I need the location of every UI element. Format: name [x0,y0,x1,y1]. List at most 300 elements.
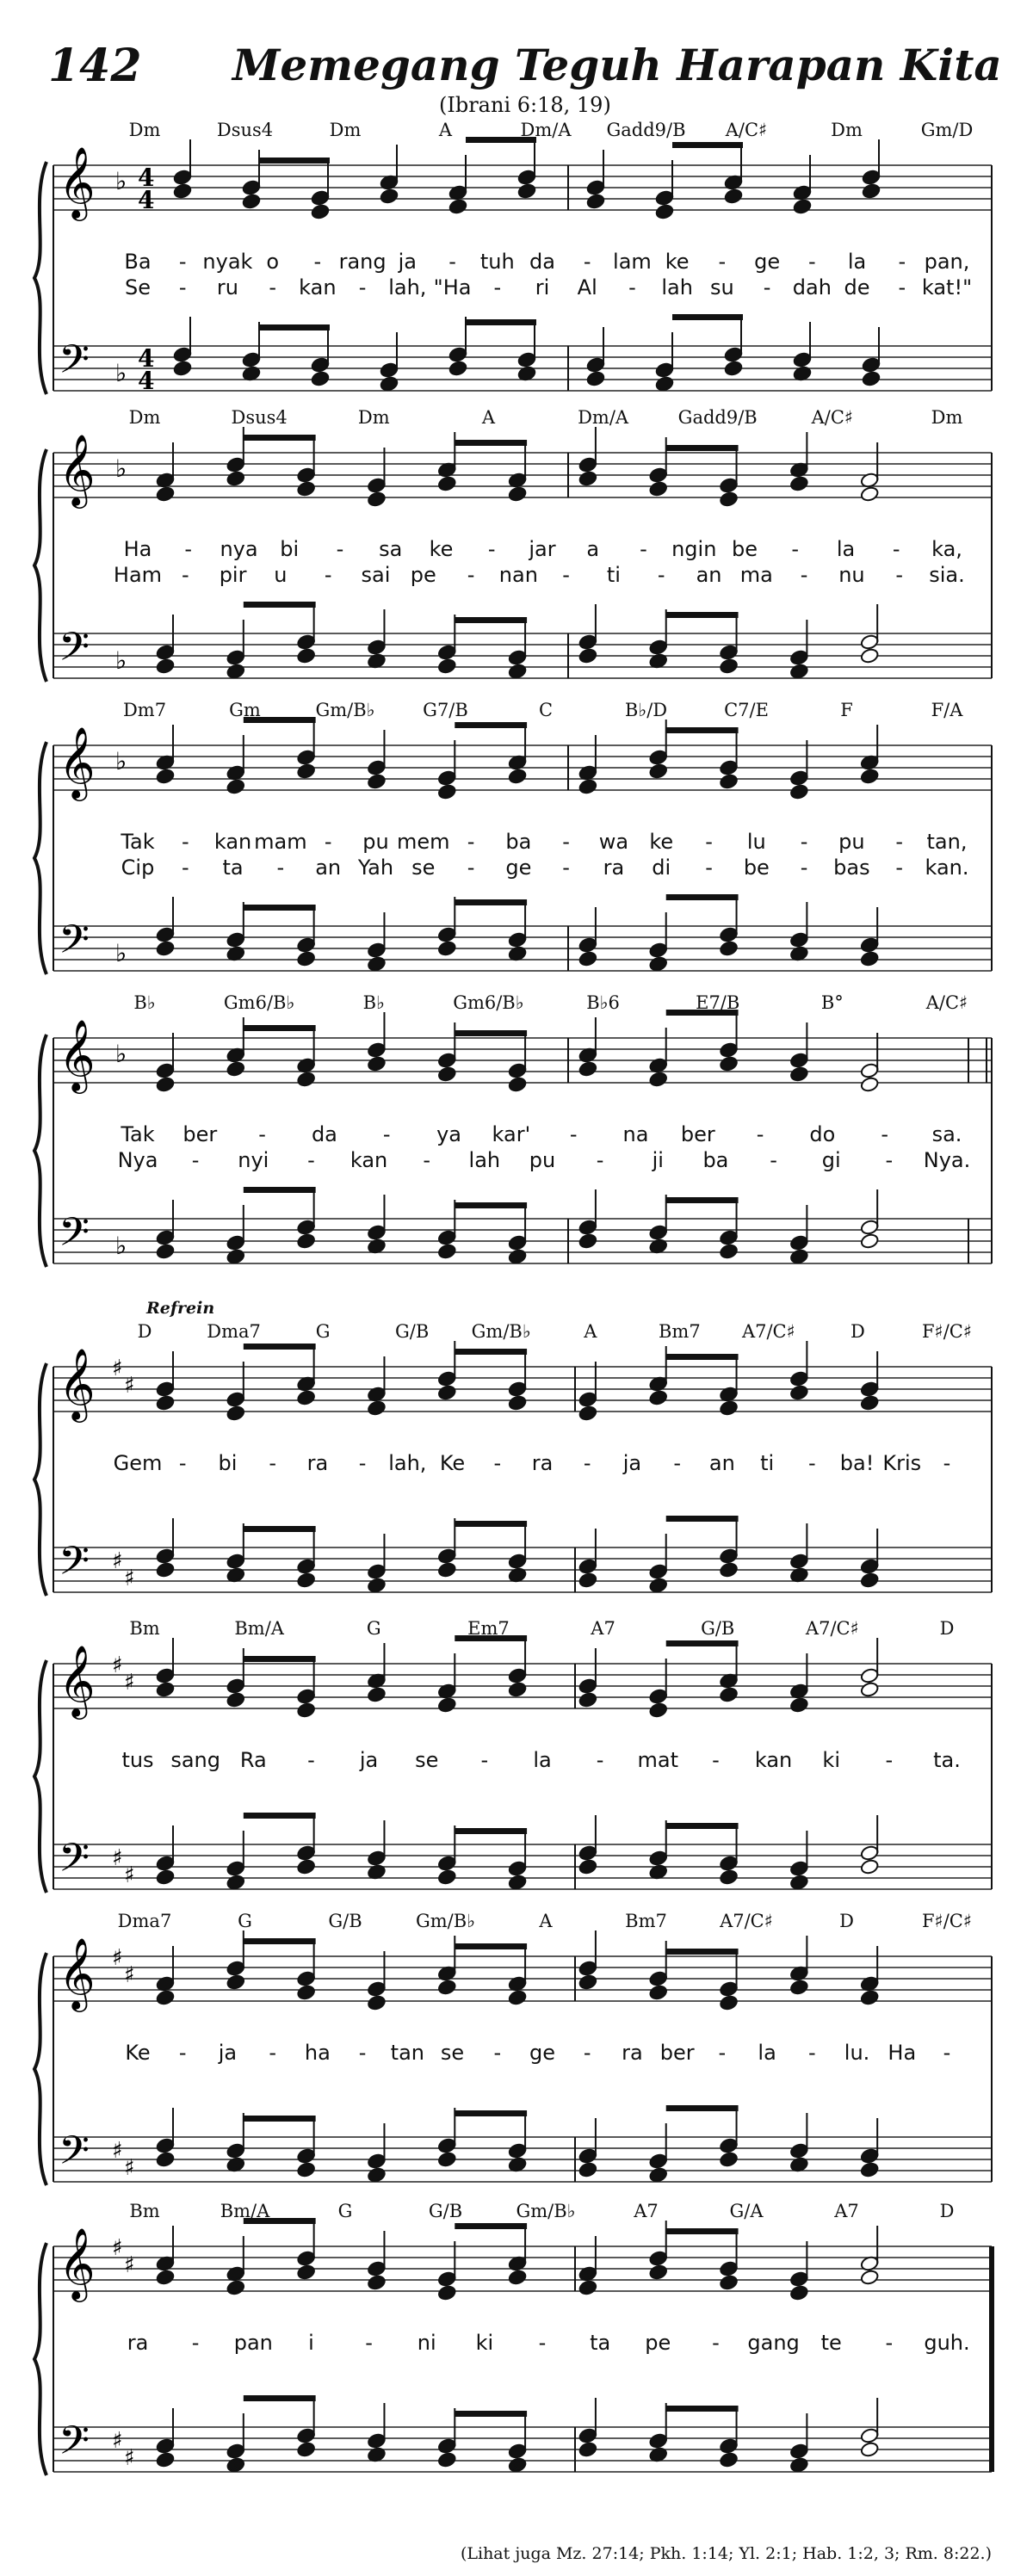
chord-symbol: G [315,1321,331,1342]
note-head [156,1062,176,1078]
chord-symbol: Gm [229,700,261,720]
note-head [311,189,331,206]
lyric-syllable: se [411,856,436,880]
lyric-syllable: - [448,250,456,274]
lyric-syllable: pir [219,563,247,587]
sharp-key-icon: ♯ [112,1945,123,1971]
treble-clef-icon: 𝄞 [59,1018,96,1090]
lyric-syllable: mat [637,1748,679,1772]
note-head [156,2437,176,2454]
note-head [367,773,387,789]
note-head [367,1686,387,1702]
system-7 [34,1911,992,2185]
note-head [724,188,744,204]
chord-symbol: Dma7 [117,1911,172,1931]
note-head [860,1989,880,2005]
lyric-syllable: - [895,830,904,854]
note-head [789,1234,809,1251]
system-1 [34,120,992,395]
note-head [648,1688,668,1704]
note-head [226,2443,246,2459]
note-head [719,759,739,775]
note-head [242,351,262,368]
bass-clef-icon: 𝄢 [59,1835,90,1891]
lyric-syllable: se [440,2041,465,2065]
treble-clef-icon: 𝄞 [59,2227,96,2299]
treble-clef-icon: 𝄞 [59,145,96,218]
note-head [719,658,739,674]
chord-symbol: E7/B [696,992,740,1013]
note-head [226,1974,246,1990]
lyric-syllable: bi [280,537,300,561]
note-head [367,2153,387,2169]
lyric-syllable: ba [702,1148,729,1172]
note-head [578,1858,598,1875]
beam [455,1521,527,1527]
lyric-syllable: - [596,1748,604,1772]
note-head [226,1391,246,1407]
note-head [296,2250,316,2266]
beam [244,1813,316,1819]
beam [455,899,527,905]
note-head [648,749,668,765]
note-head [648,1850,668,1866]
bass-clef-icon: 𝄢 [59,1538,90,1594]
note-head [156,485,176,502]
lyric-syllable: - [807,250,816,274]
note-head [719,1243,739,1259]
note-head [437,2137,457,2153]
note-head [789,2284,809,2301]
note-head [226,1677,246,1694]
note-head [719,1869,739,1885]
lyric-syllable: pu [529,1148,556,1172]
note-head [367,477,387,493]
sharp-key-icon: ♯ [124,1670,135,1696]
note-head [860,647,880,664]
beam [259,158,330,164]
chord-symbol: D [839,1911,854,1931]
lyric-syllable: do [809,1122,836,1146]
note-head [578,647,598,664]
lyric-syllable: - [467,563,475,587]
chord-symbol: A7/C♯ [741,1321,795,1342]
note-head [173,346,193,362]
note-head [156,2137,176,2153]
lyric-syllable: ke [665,250,690,274]
note-head [719,2260,739,2276]
lyric-syllable: - [467,856,475,880]
lyric-syllable: - [178,1451,187,1475]
note-head [296,633,316,650]
lyric-syllable: ge [754,250,781,274]
time-signature: 4 [138,367,155,395]
note-head [156,1547,176,1564]
note-head [226,1234,246,1251]
note-head [789,1370,809,1387]
note-head [437,1696,457,1713]
note-head [648,2166,668,2183]
lyric-syllable: an [315,856,342,880]
lyric-syllable: pan [233,2331,273,2355]
note-head [860,1558,880,1574]
note-head [648,1071,668,1087]
lyric-syllable: - [718,2041,727,2065]
lyric-syllable: sa [379,537,403,561]
brace [34,2243,46,2475]
lyric-syllable: kat!" [921,275,973,300]
note-head [448,360,468,376]
lyric-syllable: - [640,537,647,561]
lyric-syllable: da [529,250,555,274]
note-head [719,940,739,956]
note-head [860,1572,880,1588]
note-head [789,1860,809,1876]
note-head [648,1970,668,1986]
beam [455,1828,527,1834]
lyric-syllable: ki [822,1748,841,1772]
lyric-syllable: ngin [671,537,717,561]
lyric-syllable: - [178,2041,187,2065]
note-head [296,2427,316,2443]
sharp-key-icon: ♯ [124,2252,135,2278]
note-head [648,1984,668,2000]
note-head [173,360,193,376]
note-head [578,470,598,486]
note-head [296,1984,316,2000]
chord-symbol: A/C♯ [925,992,968,1013]
note-head [578,950,598,967]
note-head [724,346,744,362]
note-head [367,491,387,507]
note-head [719,1855,739,1871]
note-head [448,198,468,214]
lyric-syllable: Tak [121,1122,155,1146]
note-head [437,1547,457,1564]
scripture-reference: (Ibrani 6:18, 19) [439,93,611,117]
system-5 [34,1299,992,1596]
lyric-syllable: ta [222,856,244,880]
lyric-syllable: kan [754,1748,793,1772]
note-head [648,955,668,972]
flat-key-icon: ♭ [115,939,127,967]
note-head [578,1219,598,1235]
bass-clef-icon: 𝄢 [59,2418,90,2474]
note-head [156,2269,176,2285]
note-head [508,1989,528,2005]
beam [244,1344,316,1350]
beam [666,894,739,900]
note-head [648,1702,668,1718]
note-head [367,1980,387,1997]
beam [455,440,527,446]
note-head [437,1869,457,1885]
sharp-key-icon: ♯ [112,1845,123,1871]
lyric-syllable: Ra [239,1748,267,1772]
lyric-syllable: pu [838,830,865,854]
note-head [367,1994,387,2011]
lyric-syllable: su [710,275,734,300]
note-head [437,1384,457,1400]
lyric-syllable: lam [613,250,652,274]
lyric-syllable: di [652,856,671,880]
note-head [517,351,537,368]
lyric-syllable: Ba [124,250,152,274]
lyric-syllable: la [836,537,856,561]
sharp-key-icon: ♯ [112,2138,123,2164]
note-head [156,940,176,956]
chord-symbol: A/C♯ [725,120,768,140]
chord-symbol: A7 [834,2201,859,2221]
chord-symbol: F [840,700,853,720]
chord-symbol: C [538,700,554,720]
chord-symbol: G/A [729,2201,764,2221]
note-head [719,1547,739,1564]
time-signature: 4 [138,344,155,373]
beam [672,142,743,148]
note-head [578,1960,598,1976]
lyric-syllable: ja [398,250,418,274]
lyric-syllable: be [732,537,758,561]
note-head [156,926,176,942]
lyric-syllable: - [583,2041,591,2065]
note-head [789,1052,809,1068]
beam [455,1349,527,1355]
note-head [578,1572,598,1588]
lyric-syllable: jar [529,537,556,561]
lyric-syllable: - [705,856,713,880]
note-head [296,2147,316,2164]
note-head [226,1860,246,1876]
lyric-syllable: - [493,1451,502,1475]
system-8 [34,2201,992,2475]
note-head [578,2161,598,2178]
note-head [367,2432,387,2449]
lyric-syllable: nya [220,537,258,561]
note-head [517,182,537,199]
lyric-syllable: - [307,1748,315,1772]
lyric-syllable: pe [645,2331,671,2355]
note-head [437,658,457,674]
lyric-syllable: ber [182,1122,218,1146]
note-head [156,658,176,674]
lyric-syllable: ra [306,1451,329,1475]
note-head [508,1394,528,1411]
flat-key-icon: ♭ [115,1232,127,1260]
chord-symbol: Dsus4 [216,120,274,140]
chord-symbol: A/C♯ [811,407,854,428]
lyric-syllable: - [943,1451,951,1475]
note-head [789,649,809,665]
note-head [226,1553,246,1569]
lyric-syllable: Ham [113,563,163,587]
lyric-syllable: ja [218,2041,238,2065]
note-head [860,1232,880,1249]
lyric-syllable: dah [792,275,832,300]
lyric-syllable: - [895,856,904,880]
lyric-syllable: tan [390,2041,424,2065]
note-head [578,1974,598,1990]
note-head [156,2151,176,2167]
note-head [437,1561,457,1578]
note-head [508,768,528,784]
lyric-syllable: ti [606,563,621,587]
lyric-syllable: - [712,1748,720,1772]
note-head [226,778,246,794]
note-head [437,644,457,660]
beam [244,602,316,608]
note-head [296,1970,316,1986]
chord-symbol: B♭6 [586,992,620,1013]
note-head [437,926,457,942]
lyric-syllable: - [480,1748,489,1772]
note-head [578,1405,598,1421]
beam [666,1949,739,1955]
note-head [367,1399,387,1416]
lyric-syllable: - [800,830,808,854]
note-head [437,1855,457,1871]
note-head [296,1688,316,1704]
note-head [648,2250,668,2266]
note-head [367,2260,387,2276]
note-head [448,346,468,362]
note-head [437,769,457,786]
lyric-syllable: - [191,2331,200,2355]
note-head [437,1066,457,1082]
note-head [719,2437,739,2454]
beam [244,435,316,441]
lyric-syllable: - [898,250,906,274]
chord-symbol: Dm [357,407,390,428]
lyric-syllable: ri [535,275,550,300]
note-head [156,1381,176,1397]
note-head [860,950,880,967]
note-head [789,1696,809,1713]
note-head [508,485,528,502]
lyric-syllable: Ke [125,2041,151,2065]
note-head [517,169,537,185]
lyric-syllable: ke [649,830,674,854]
chord-symbol: Dsus4 [231,407,288,428]
lyric-syllable: guh. [924,2331,970,2355]
note-head [860,633,880,650]
chord-symbol: Dm [831,120,863,140]
lyric-syllable: - [898,275,906,300]
note-head [578,2427,598,2443]
chord-symbol: D [939,1618,955,1639]
chord-symbol: Em7 [467,1618,510,1639]
lyric-syllable: da [311,1122,337,1146]
note-head [173,169,193,185]
note-head [789,1979,809,1995]
lyric-syllable: be [743,856,770,880]
beam [244,1025,316,1031]
lyric-syllable: - [538,2331,547,2355]
note-head [226,456,246,473]
note-head [437,2151,457,2167]
lyric-syllable: o [266,250,280,274]
note-head [648,639,668,655]
lyric-syllable: se [415,1748,439,1772]
chord-symbol: B♭ [362,992,385,1013]
chord-symbol: Gm/D [920,120,974,140]
note-head [648,1577,668,1593]
chord-symbol: Gm/B♭ [516,2201,576,2221]
sharp-key-icon: ♯ [112,2428,123,2454]
lyric-syllable: lah, [388,1451,427,1475]
lyric-syllable: Se [125,275,151,300]
brace [34,1660,46,1893]
note-head [226,663,246,679]
lyric-syllable: bi [218,1451,238,1475]
footnote: (Lihat juga Mz. 27:14; Pkh. 1:14; Yl. 2:1; Hab. 1:2, 3; Rm. 8:22.) [460,2544,992,2563]
brace [34,162,46,394]
lyric-syllable: - [562,830,570,854]
note-head [311,356,331,373]
lyric-syllable: - [493,275,502,300]
lyric-syllable: - [800,856,808,880]
note-head [296,480,316,497]
lyric-syllable: - [467,830,475,854]
note-head [648,466,668,483]
lyric-syllable: mam [254,830,307,854]
lyric-syllable: Nya. [923,1148,971,1172]
chord-symbol: F♯/C♯ [921,1321,973,1342]
lyric-syllable: - [178,275,187,300]
flat-key-icon: ♭ [115,359,127,387]
note-head [367,1577,387,1593]
note-head [367,759,387,775]
note-head [719,2274,739,2290]
bass-clef-icon: 𝄢 [59,337,90,392]
lyric-syllable: sia. [929,563,965,587]
chord-symbol: A7 [591,1618,615,1639]
note-head [789,2270,809,2287]
note-head [793,198,813,214]
note-head [367,1563,387,1579]
chord-symbol: Gadd9/B [606,120,686,140]
chord-symbol: Dm [128,120,161,140]
refrain-label: Refrein [146,1299,215,1318]
note-head [367,2166,387,2183]
note-head [437,2284,457,2301]
lyric-syllable: - [718,250,727,274]
lyric-syllable: na [622,1122,649,1146]
lyric-syllable: - [885,1748,894,1772]
note-head [156,1855,176,1871]
flat-key-icon: ♭ [115,454,127,483]
note-head [860,1844,880,1861]
note-head [296,1572,316,1588]
lyric-syllable: - [628,275,636,300]
lyric-syllable: ba [505,830,532,854]
note-head [860,2269,880,2285]
note-head [719,926,739,942]
lyric-syllable: Yah [357,856,394,880]
chord-symbol: Bm/A [234,1618,284,1639]
note-head [655,189,675,206]
note-head [367,639,387,655]
note-head [437,783,457,800]
chord-symbol: Bm [129,2201,160,2221]
beam [666,445,739,451]
sharp-key-icon: ♯ [124,1566,135,1591]
lyric-syllable: pe [410,563,436,587]
lyric-syllable: - [365,2331,373,2355]
note-head [508,1062,528,1078]
lyric-syllable: nyi [238,1148,269,1172]
lyric-syllable: - [307,1148,315,1172]
